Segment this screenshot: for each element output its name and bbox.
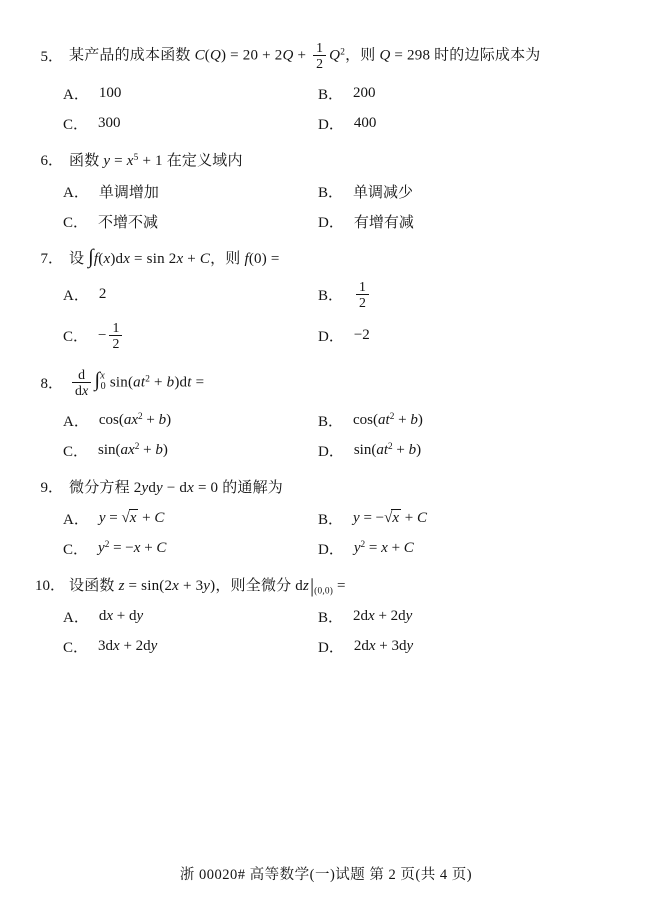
option-label: C． <box>63 329 89 346</box>
option-label: A． <box>63 288 89 305</box>
option-label: A． <box>63 86 89 103</box>
option-body: 单调减少 <box>353 184 414 201</box>
options-grid <box>63 606 616 657</box>
question-10-option-B <box>318 606 616 627</box>
option-label: A． <box>63 184 89 201</box>
option-label: D． <box>318 214 344 231</box>
question-7-option-B <box>318 279 616 311</box>
option-body: 3dx + 2dy <box>98 637 158 654</box>
question-6-option-C <box>63 211 318 232</box>
question-8-option-B <box>318 410 616 431</box>
option-body: $y^2 = -x + C$ <box>98 539 167 556</box>
option-body: 300 <box>98 114 121 131</box>
page-footer: 浙 00020# 高等数学(一)试题 第 2 页(共 4 页) <box>179 867 473 883</box>
option-body: dx + dy <box>98 607 144 624</box>
question-8 <box>35 367 616 461</box>
options-grid <box>63 410 616 461</box>
option-body: −2 <box>353 327 370 344</box>
question-10-option-A <box>63 606 318 627</box>
question-text: 微分方程 2ydy − dx = 0 的通解为 <box>69 479 284 496</box>
option-body: $y^2 = x + C$ <box>353 539 414 556</box>
option-label: C． <box>63 214 89 231</box>
option-label: D． <box>318 329 344 346</box>
option-body: 400 <box>353 114 377 131</box>
question-9 <box>35 476 616 559</box>
option-body: $\cos(ax^2 + b)$ <box>98 411 172 428</box>
option-body: $\cos(at^2 + b)$ <box>353 411 423 428</box>
question-7 <box>35 247 616 352</box>
option-label: D． <box>318 116 344 133</box>
question-number: 6． <box>40 152 63 169</box>
question-text: 设函数 z = sin(2x + 3y)，则全微分 $dz|_{(0,0)}$ = <box>69 575 346 597</box>
option-body: 2dx + 2dy <box>353 607 413 624</box>
question-7-option-C <box>63 320 318 352</box>
question-number: 7． <box>40 250 63 267</box>
question-8-option-A <box>63 410 318 431</box>
option-body: $\sin(ax^2 + b)$ <box>98 441 168 458</box>
option-label: B． <box>318 288 344 305</box>
option-body: 不增不减 <box>98 214 159 231</box>
option-label: C． <box>63 116 89 133</box>
option-label: A． <box>63 511 89 528</box>
question-9-option-B <box>318 508 616 529</box>
options-grid <box>63 181 616 232</box>
option-label: B． <box>318 86 344 103</box>
question-text: 某产品的成本函数 C(Q) = 20 + 2Q + $\frac{1}{2}$ $Q^2$，则 Q = 298 时的边际成本为 <box>69 40 541 72</box>
question-5 <box>35 40 616 134</box>
question-6-option-A <box>63 181 318 202</box>
option-body: 2dx + 3dy <box>353 637 414 654</box>
question-7-option-A <box>63 279 318 311</box>
option-body: 100 <box>98 84 122 101</box>
question-9-option-A <box>63 508 318 529</box>
question-stem <box>35 149 616 170</box>
question-number: 8． <box>40 376 63 393</box>
option-body: 单调增加 <box>98 184 159 201</box>
option-body: $\frac{1}{2}$ <box>353 279 372 311</box>
question-text: $\frac{d}{dx}$ ∫$^x_0$ $\sin(at^2 + b)dt$ = <box>69 367 204 399</box>
question-6-option-B <box>318 181 616 202</box>
option-label: B． <box>318 609 344 626</box>
question-8-option-C <box>63 440 318 461</box>
option-label: A． <box>63 609 89 626</box>
question-stem <box>35 247 616 268</box>
option-body: $\sin(at^2 + b)$ <box>353 441 422 458</box>
option-label: D． <box>318 639 344 656</box>
option-label: C． <box>63 639 89 656</box>
option-body: y = −√x + C <box>353 509 427 526</box>
options-grid <box>63 508 616 559</box>
option-body: 2 <box>98 286 107 303</box>
option-label: D． <box>318 541 344 558</box>
question-6-option-D <box>318 211 616 232</box>
question-10 <box>35 574 616 657</box>
option-body: 200 <box>353 84 376 101</box>
question-number: 10． <box>35 577 66 594</box>
question-stem <box>35 476 616 497</box>
question-9-option-D <box>318 538 616 559</box>
options-grid <box>63 83 616 134</box>
option-body: 有增有减 <box>353 214 414 231</box>
question-8-option-D <box>318 440 616 461</box>
question-stem <box>35 40 616 72</box>
question-6 <box>35 149 616 232</box>
question-7-option-D <box>318 320 616 352</box>
option-body: − $\frac{1}{2}$ <box>98 320 125 352</box>
option-label: B． <box>318 511 344 528</box>
question-number: 5． <box>40 49 63 66</box>
question-text: 函数 $y = x^5 + 1$ 在定义域内 <box>69 152 243 169</box>
question-5-option-D <box>318 113 616 134</box>
question-stem <box>35 574 616 595</box>
option-label: C． <box>63 541 89 558</box>
question-number: 9． <box>40 479 63 496</box>
option-body: y = √x + C <box>98 509 165 526</box>
question-text: 设 ∫f(x)dx = sin 2x + C，则 f(0) = <box>69 245 280 268</box>
question-5-option-C <box>63 113 318 134</box>
question-10-option-C <box>63 636 318 657</box>
question-stem <box>35 367 616 399</box>
option-label: C． <box>63 443 89 460</box>
question-5-option-B <box>318 83 616 104</box>
option-label: B． <box>318 413 344 430</box>
question-5-option-A <box>63 83 318 104</box>
question-10-option-D <box>318 636 616 657</box>
option-label: A． <box>63 413 89 430</box>
question-9-option-C <box>63 538 318 559</box>
options-grid <box>63 279 616 352</box>
option-label: B． <box>318 184 344 201</box>
option-label: D． <box>318 443 344 460</box>
